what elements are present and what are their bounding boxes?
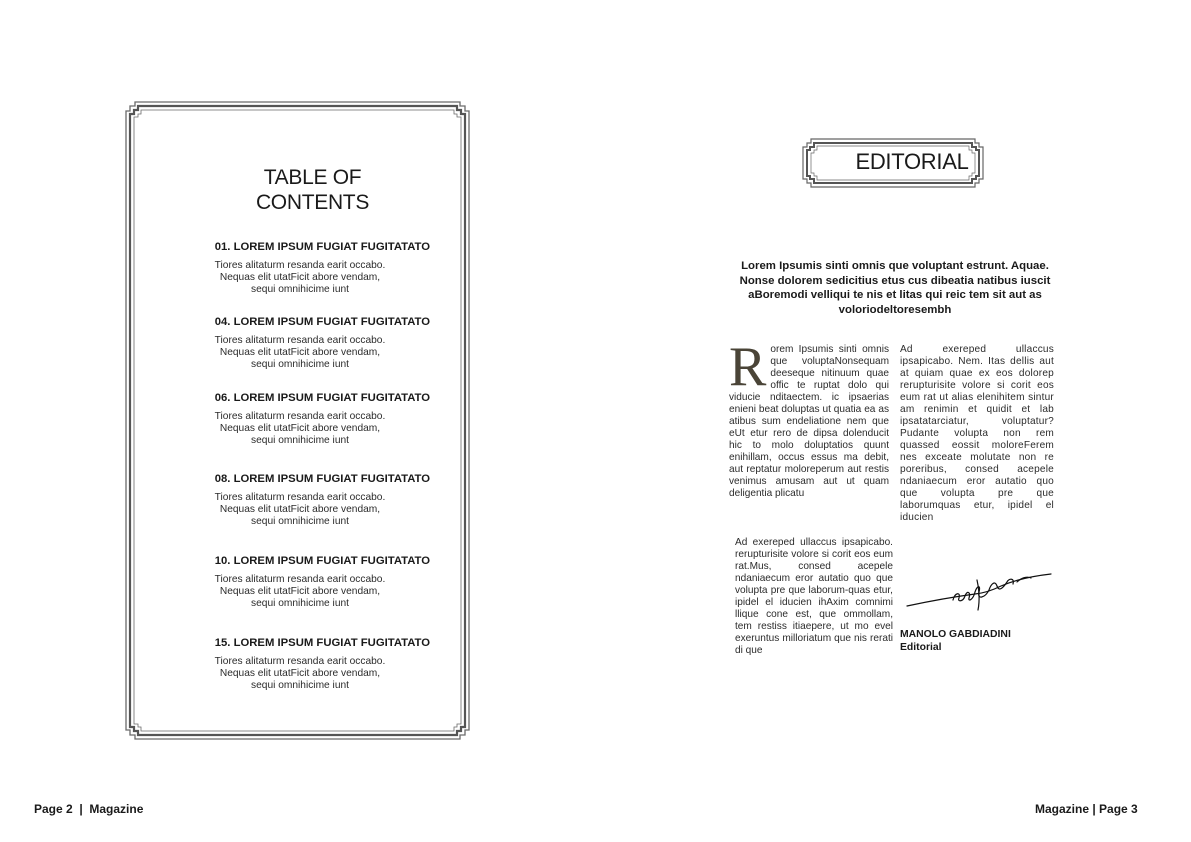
- lead-line: voloriodeltoresembh: [838, 303, 952, 316]
- editorial-column-1: [729, 336, 889, 500]
- drop-cap: R: [729, 336, 767, 398]
- toc-title-line1: TABLE OF: [263, 166, 362, 189]
- signer-name: MANOLO GABDIADINI: [900, 629, 1011, 640]
- toc-entry-line: sequi omnihicime iunt: [251, 435, 349, 446]
- toc-entry-line: Nequas elit utatFicit abore vendam,: [219, 423, 381, 434]
- toc-entry-line: sequi omnihicime iunt: [251, 598, 349, 609]
- toc-title: [215, 165, 410, 215]
- toc-entry-line: sequi omnihicime iunt: [251, 516, 349, 527]
- toc-title-line2: CONTENTS: [255, 191, 370, 214]
- footer-page-3: Magazine | Page 3: [1035, 802, 1138, 816]
- toc-entry-line: Nequas elit utatFicit abore vendam,: [219, 586, 381, 597]
- column-1-text: orem Ipsumis sinti omnis que voluptaNonsequam deeseque nitinuum quae offic te ruptat dolo qui viducie nditaectem. ic ipsaerias enieni beat doluptas ut quatia ea as atibus sum endeliatione nem que eUt etur rero de dipsa dolenducit hic to molo doluptatios quunt enihillam, occus essus ma debit, aut reptatur moloreperum aut restis venimus amusam aut ut quam deligentia plicatu: [729, 344, 889, 499]
- toc-entry-line: Tiores alitaturm resanda earit occabo.: [214, 335, 386, 346]
- signature-drawing: [905, 570, 1055, 615]
- toc-entry-line: sequi omnihicime iunt: [251, 284, 349, 295]
- toc-entry: [200, 391, 440, 447]
- editorial-column-3: Ad exereped ullaccus ipsapicabo. rerupturisite volore si corit eos eum rat.Mus, consed acepele ndaniaecum eror autatio quo que volupta pre que laborum-quas etur, ipidel el iducien ihAxim comnimi llique cone est, que ommollam, tem restiss itiaepere, ut mo evel exeruntus milloriatum que nis rerati di que: [735, 537, 893, 656]
- editorial-signer: [900, 628, 1011, 654]
- toc-entry-heading: 08. LOREM IPSUM FUGIAT FUGITATATO: [214, 473, 430, 485]
- lead-line: Nonse dolorem sedicitius etus cus dibeatia natibus iuscit: [739, 274, 1051, 287]
- footer-page-2: Page 2 | Magazine: [34, 802, 144, 816]
- editorial-title: EDITORIAL: [855, 149, 969, 174]
- toc-entry-line: Tiores alitaturm resanda earit occabo.: [214, 411, 386, 422]
- toc-entry-description: [200, 260, 400, 296]
- toc-entry: [200, 554, 440, 610]
- toc-entry-line: Tiores alitaturm resanda earit occabo.: [214, 656, 386, 667]
- toc-entry-heading: 10. LOREM IPSUM FUGIAT FUGITATATO: [214, 555, 430, 567]
- toc-entry: [200, 315, 440, 371]
- toc-entry-line: Tiores alitaturm resanda earit occabo.: [214, 492, 386, 503]
- toc-entry: [200, 240, 440, 296]
- toc-entry-line: Nequas elit utatFicit abore vendam,: [219, 504, 381, 515]
- toc-entry: [200, 636, 440, 692]
- toc-entry-heading: 04. LOREM IPSUM FUGIAT FUGITATATO: [214, 316, 430, 328]
- toc-entry-line: Nequas elit utatFicit abore vendam,: [219, 668, 381, 679]
- toc-entry-line: Tiores alitaturm resanda earit occabo.: [214, 574, 386, 585]
- toc-entry-heading: 15. LOREM IPSUM FUGIAT FUGITATATO: [214, 637, 430, 649]
- toc-entry-description: [200, 574, 400, 610]
- lead-line: Lorem Ipsumis sinti omnis que voluptant estrunt. Aquae.: [741, 260, 1049, 272]
- toc-entry-line: Nequas elit utatFicit abore vendam,: [219, 272, 381, 283]
- toc-entry-heading: 06. LOREM IPSUM FUGIAT FUGITATATO: [214, 392, 430, 404]
- toc-entry-description: [200, 492, 400, 528]
- toc-entry-heading: 01. LOREM IPSUM FUGIAT FUGITATATO: [214, 241, 430, 253]
- lead-line: aBoremodi velliqui te nis et litas qui reic tem sit aut as: [748, 289, 1042, 301]
- toc-entry-description: [200, 335, 400, 371]
- editorial-lead: [730, 259, 1060, 317]
- signer-role: Editorial: [900, 642, 942, 653]
- toc-entry: [200, 472, 440, 528]
- handwritten-signature: [905, 570, 1055, 615]
- toc-entry-description: [200, 411, 400, 447]
- toc-entry-line: Nequas elit utatFicit abore vendam,: [219, 347, 381, 358]
- toc-entry-line: sequi omnihicime iunt: [251, 680, 349, 691]
- toc-entry-description: [200, 656, 400, 692]
- toc-entry-line: sequi omnihicime iunt: [251, 359, 349, 370]
- toc-entry-line: Tiores alitaturm resanda earit occabo.: [214, 260, 386, 271]
- editorial-column-2: Ad exereped ullaccus ipsapicabo. Nem. Itas dellis aut at quiam quae ex eos dolorep rerupturisite volore si corit eos eum rat ut alias elenihitem sintur am renimin et quidit et lab ipsatatarciatur, voluptatur? Pudante volupta non rem quassed eossit moloreFerem nes exceate molutate non re poreribus, consed acepele ndaniaecum eror autatio quo que volupta pre que laborumquas etur, ipidel el iducien: [900, 344, 1054, 523]
